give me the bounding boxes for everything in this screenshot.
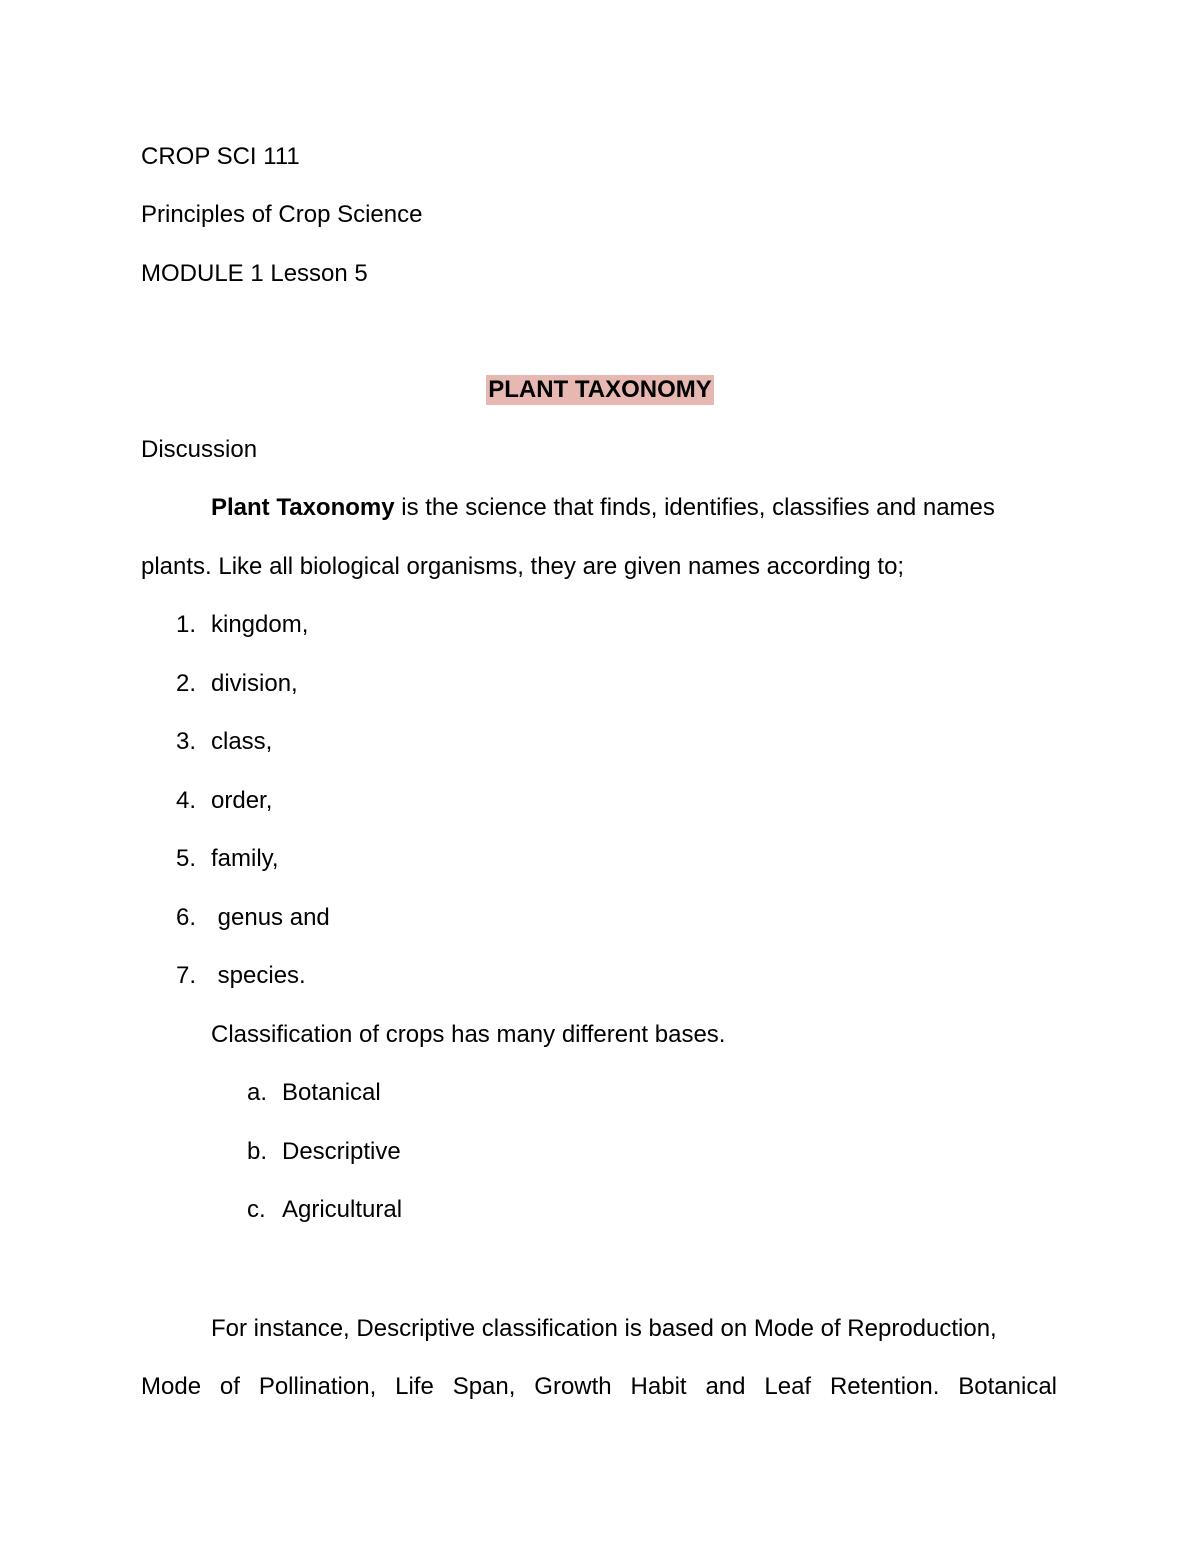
- intro-line-1-rest: is the science that finds, identifies, classifies and names: [394, 494, 995, 521]
- list-item-text: division,: [211, 670, 298, 697]
- list-item-text: family,: [211, 845, 279, 872]
- list-item-text: species.: [211, 962, 306, 989]
- list-item-letter: a.: [247, 1079, 268, 1106]
- list-item-text: class,: [211, 728, 273, 755]
- list-item-text: Agricultural: [282, 1196, 403, 1223]
- classification-intro: Classification of crops has many different bases.: [211, 1021, 726, 1048]
- closing-line-1: For instance, Descriptive classification is based on Mode of Reproduction,: [211, 1315, 997, 1342]
- intro-line-1: [211, 493, 995, 523]
- module-label: MODULE 1 Lesson 5: [141, 260, 368, 287]
- list-item-number: 2.: [176, 670, 197, 697]
- list-item-text: Descriptive: [282, 1138, 401, 1165]
- closing-line-2: Mode of Pollination, Life Span, Growth Habit and Leaf Retention. Botanical: [141, 1373, 1057, 1400]
- list-item-letter: c.: [247, 1196, 266, 1223]
- course-name: Principles of Crop Science: [141, 201, 423, 228]
- intro-term: Plant Taxonomy: [211, 494, 395, 521]
- list-item-text: genus and: [211, 904, 330, 931]
- list-item-number: 3.: [176, 728, 197, 755]
- intro-line-2: plants. Like all biological organisms, they are given names according to;: [141, 553, 905, 580]
- section-heading: Discussion: [141, 436, 258, 463]
- list-item-number: 7.: [176, 962, 197, 989]
- list-item-letter: b.: [247, 1138, 268, 1165]
- list-item-text: kingdom,: [211, 611, 309, 638]
- course-code: CROP SCI 111: [141, 143, 300, 170]
- page-title-wrapper: [0, 375, 1200, 405]
- list-item-text: order,: [211, 787, 273, 814]
- list-item-number: 6.: [176, 904, 197, 931]
- list-item-number: 1.: [176, 611, 197, 638]
- list-item-text: Botanical: [282, 1079, 381, 1106]
- list-item-number: 4.: [176, 787, 197, 814]
- page-title: PLANT TAXONOMY: [488, 376, 712, 403]
- list-item-number: 5.: [176, 845, 197, 872]
